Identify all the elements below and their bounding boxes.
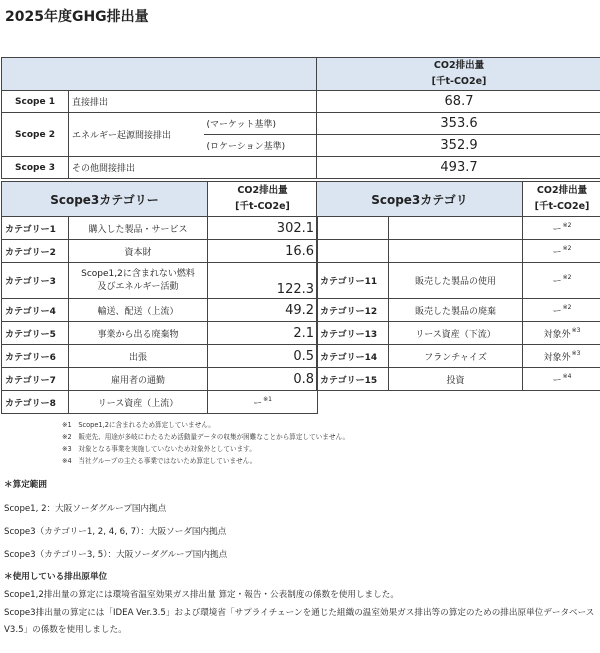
category-label: カテゴリー14 <box>317 345 389 368</box>
table-row <box>317 322 600 345</box>
scope-value: 353.6 <box>317 113 600 135</box>
table-row <box>2 368 318 391</box>
footnote: ※3 対象となる事業を実施していないため対象外としています。 <box>62 445 256 453</box>
category-value: 0.8 <box>208 368 318 391</box>
category-value: ー$^{※2}$ <box>523 240 600 263</box>
category-value: 49.2 <box>208 299 318 322</box>
scope-label: Scope 1 <box>2 91 69 113</box>
scope-sub-label: (マーケット基準) <box>204 113 317 135</box>
category-value: ー$^{※2}$ <box>523 299 600 322</box>
footnotes <box>62 419 349 467</box>
scope-value: 493.7 <box>317 157 600 179</box>
category-value: 対象外$^{※3}$ <box>523 322 600 345</box>
scope-label: Scope 2 <box>2 113 69 157</box>
table-row <box>317 263 600 299</box>
footnote: ※4 当社グループの主たる事業ではないため算定していません。 <box>62 457 257 465</box>
table-row <box>2 157 600 179</box>
table-row <box>2 113 600 135</box>
scope-section-line: Scope3（カテゴリー1, 2, 4, 6, 7）：大阪ソーダ国内拠点 <box>4 527 227 537</box>
category-label: カテゴリー2 <box>2 240 69 263</box>
category-value: 対象外$^{※3}$ <box>523 345 600 368</box>
category-label: カテゴリー8 <box>2 391 69 414</box>
category-label <box>317 217 389 240</box>
category-value: 302.1 <box>208 217 318 240</box>
scope-value: 352.9 <box>317 135 600 157</box>
scope3-category-header: Scope3カテゴリ <box>317 182 523 217</box>
page-title: 2025年度GHG排出量 <box>5 9 149 25</box>
category-value: 16.6 <box>208 240 318 263</box>
scope-label: Scope 3 <box>2 157 69 179</box>
scope3-category-header: Scope3カテゴリー <box>2 182 208 217</box>
category-value: ー$^{※1}$ <box>208 391 318 414</box>
factor-section-heading: ＊使用している排出原単位 <box>4 572 108 582</box>
category-label: カテゴリー13 <box>317 322 389 345</box>
scope-summary-table <box>1 57 600 179</box>
category-name: リース資産（下流） <box>389 322 523 345</box>
table-row <box>317 345 600 368</box>
category-value: ー$^{※4}$ <box>523 368 600 391</box>
category-value: 2.1 <box>208 322 318 345</box>
category-name: Scope1,2に含まれない燃料 及びエネルギー活動 <box>69 263 208 299</box>
table-row <box>2 263 318 299</box>
category-value: ー$^{※2}$ <box>523 217 600 240</box>
scope-section-line: Scope3（カテゴリー3, 5）：大阪ソーダグループ国内拠点 <box>4 550 228 560</box>
table-row <box>2 240 318 263</box>
category-label: カテゴリー15 <box>317 368 389 391</box>
scope-desc: その他間接排出 <box>69 157 317 179</box>
category-name: フランチャイズ <box>389 345 523 368</box>
footnote: ※1 Scope1,2に含まれるため算定していません。 <box>62 421 215 429</box>
category-label: カテゴリー12 <box>317 299 389 322</box>
scope3-value-header: CO2排出量 [千t-CO2e] <box>523 182 600 217</box>
scope3-right-table <box>316 181 600 391</box>
category-name: 購入した製品・サービス <box>69 217 208 240</box>
category-name: 出張 <box>69 345 208 368</box>
table-row <box>2 345 318 368</box>
table-row <box>317 240 600 263</box>
scope-sub-label: (ロケーション基準) <box>204 135 317 157</box>
factor-section-line: Scope1,2排出量の算定には環境省温室効果ガス排出量 算定・報告・公表制度の係数を使用しました。 <box>4 590 399 600</box>
summary-unit-header: CO2排出量 [千t-CO2e] <box>317 58 600 91</box>
category-name: 事業から出る廃棄物 <box>69 322 208 345</box>
table-row <box>2 217 318 240</box>
category-label: カテゴリー3 <box>2 263 69 299</box>
category-name: 資本財 <box>69 240 208 263</box>
factor-section-line: Scope3排出量の算定には「IDEA Ver.3.5」および環境省「サプライチェーンを通じた組織の温室効果ガス排出等の算定のための排出原単位データベース V3.5」の係数を使用しました。 <box>4 608 595 635</box>
category-label: カテゴリー5 <box>2 322 69 345</box>
category-label: カテゴリー6 <box>2 345 69 368</box>
category-name: 販売した製品の廃棄 <box>389 299 523 322</box>
category-name: 輸送、配送（上流） <box>69 299 208 322</box>
table-row <box>2 322 318 345</box>
category-label: カテゴリー4 <box>2 299 69 322</box>
table-row <box>2 391 318 414</box>
scope3-left-table <box>1 181 318 414</box>
scope-value: 68.7 <box>317 91 600 113</box>
category-value: 0.5 <box>208 345 318 368</box>
category-name: リース資産（上流） <box>69 391 208 414</box>
table-row <box>2 299 318 322</box>
category-value: ー$^{※2}$ <box>523 263 600 299</box>
footnote: ※2 販売先、用途が多岐にわたるため活動量データの収集が困難なことから算定していません。 <box>62 433 350 441</box>
category-label <box>317 240 389 263</box>
table-row <box>2 91 600 113</box>
category-label: カテゴリー11 <box>317 263 389 299</box>
table-row <box>317 299 600 322</box>
scope-desc: エネルギー起源間接排出 <box>69 113 204 157</box>
category-label: カテゴリー7 <box>2 368 69 391</box>
scope3-value-header: CO2排出量 [千t-CO2e] <box>208 182 318 217</box>
category-name: 雇用者の通勤 <box>69 368 208 391</box>
category-name: 投資 <box>389 368 523 391</box>
category-value: 122.3 <box>208 263 318 299</box>
category-name: 販売した製品の使用 <box>389 263 523 299</box>
scope-section-heading: ＊算定範囲 <box>4 480 47 490</box>
category-name <box>389 217 523 240</box>
table-row <box>317 217 600 240</box>
category-label: カテゴリー1 <box>2 217 69 240</box>
category-name <box>389 240 523 263</box>
scope-section-line: Scope1, 2：大阪ソーダグループ国内拠点 <box>4 504 167 514</box>
scope-desc: 直接排出 <box>69 91 317 113</box>
summary-header-blank <box>2 58 317 91</box>
table-row <box>317 368 600 391</box>
